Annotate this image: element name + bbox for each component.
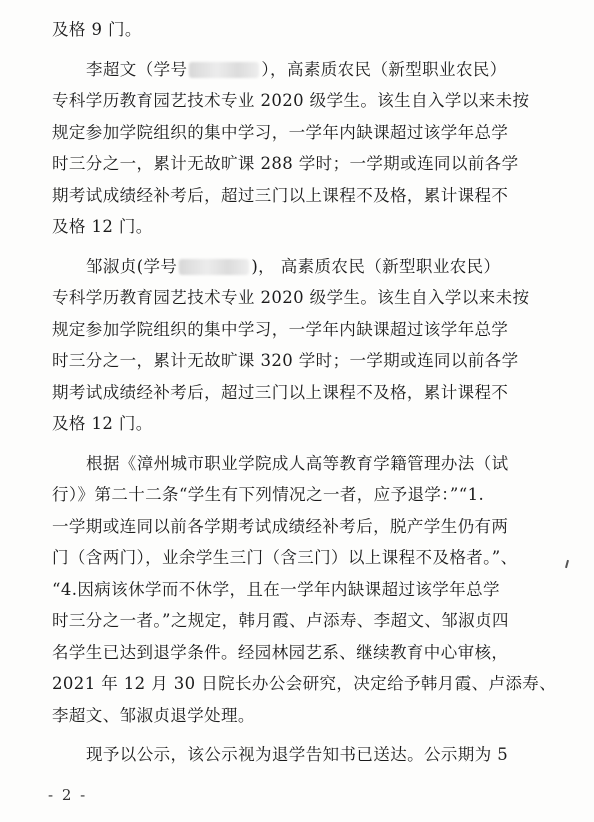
line-text: “4.因病该休学而不休学，且在一学年内缺课超过该学年总学: [52, 579, 500, 599]
text-line: [52, 605, 552, 637]
text-line: [52, 211, 552, 243]
line-text: 李超文、邹淑贞退学处理。: [52, 705, 255, 725]
text-line: [52, 117, 552, 149]
line-text: 专科学历教育园艺技术专业 2020 级学生。该生自入学以来未按: [52, 91, 530, 110]
text-line: [52, 180, 552, 212]
line-text: 时三分之一，累计无故旷课 320 学时；一学期或连同以前各学: [52, 351, 519, 370]
text-line: [52, 448, 552, 480]
line-text: 李超文（学号: [86, 59, 188, 79]
text-line: [52, 668, 557, 700]
document-body: [52, 14, 557, 771]
line-text: 2021 年 12 月 30 日院长办公会研究，决定给予韩月霞、卢添寿、: [52, 674, 557, 693]
text-line: [52, 574, 552, 606]
redacted-student-id: [179, 259, 249, 275]
line-text-after: )， 高素质农民（新型职业农民）: [251, 256, 501, 276]
page-number: - 2 -: [48, 786, 88, 804]
text-line: [52, 511, 552, 543]
line-text: 及格 12 门。: [52, 414, 153, 433]
text-line: [52, 377, 552, 409]
text-line: [52, 345, 552, 377]
line-text: 及格 9 门。: [52, 20, 142, 39]
line-text: 时三分之一者。”之规定，韩月霞、卢添寿、李超文、邹淑贞四: [52, 611, 509, 630]
text-line: [52, 542, 552, 574]
line-text: 邹淑贞(学号: [86, 256, 178, 276]
text-line: [52, 479, 552, 511]
text-line: [52, 251, 552, 283]
text-line: [52, 14, 552, 46]
text-line: [52, 314, 552, 346]
line-text: 门（含两门），业余学生三门（含三门）以上课程不及格者。”、: [52, 548, 518, 567]
line-text: 现予以公示，该公示视为退学告知书已送达。公示期为 5: [86, 745, 509, 764]
text-line: [52, 637, 552, 669]
line-text: 一学期或连同以前各学期考试成绩经补考后，脱产学生仍有两: [52, 516, 509, 536]
text-line: [52, 54, 552, 86]
text-line: [52, 700, 552, 732]
line-text: 名学生已达到退学条件。经园林园艺系、继续教育中心审核，: [52, 642, 509, 662]
text-line: [52, 148, 552, 180]
text-line: [52, 282, 552, 314]
line-text: 期考试成绩经补考后，超过三门以上课程不及格，累计课程不: [52, 382, 509, 402]
line-text: 规定参加学院组织的集中学习，一学年内缺课超过该学年总学: [52, 122, 509, 142]
line-text: 及格 12 门。: [52, 217, 153, 236]
text-line: [52, 85, 552, 117]
line-text: 根据《漳州城市职业学院成人高等教育学籍管理办法（试: [86, 453, 509, 473]
line-text: 行）》第二十二条“学生有下列情况之一者，应予退学：”“1.: [52, 485, 485, 504]
line-text: 期考试成绩经补考后，超过三门以上课程不及格，累计课程不: [52, 185, 509, 205]
text-line: [52, 739, 552, 771]
line-text: 时三分之一，累计无故旷课 288 学时；一学期或连同以前各学: [52, 154, 519, 173]
text-line: [52, 408, 552, 440]
redacted-student-id: [189, 62, 259, 78]
margin-mark: [565, 560, 569, 568]
line-text-after: ），高素质农民（新型职业农民）: [261, 59, 507, 79]
line-text: 规定参加学院组织的集中学习，一学年内缺课超过该学年总学: [52, 319, 509, 339]
line-text: 专科学历教育园艺技术专业 2020 级学生。该生自入学以来未按: [52, 288, 530, 307]
